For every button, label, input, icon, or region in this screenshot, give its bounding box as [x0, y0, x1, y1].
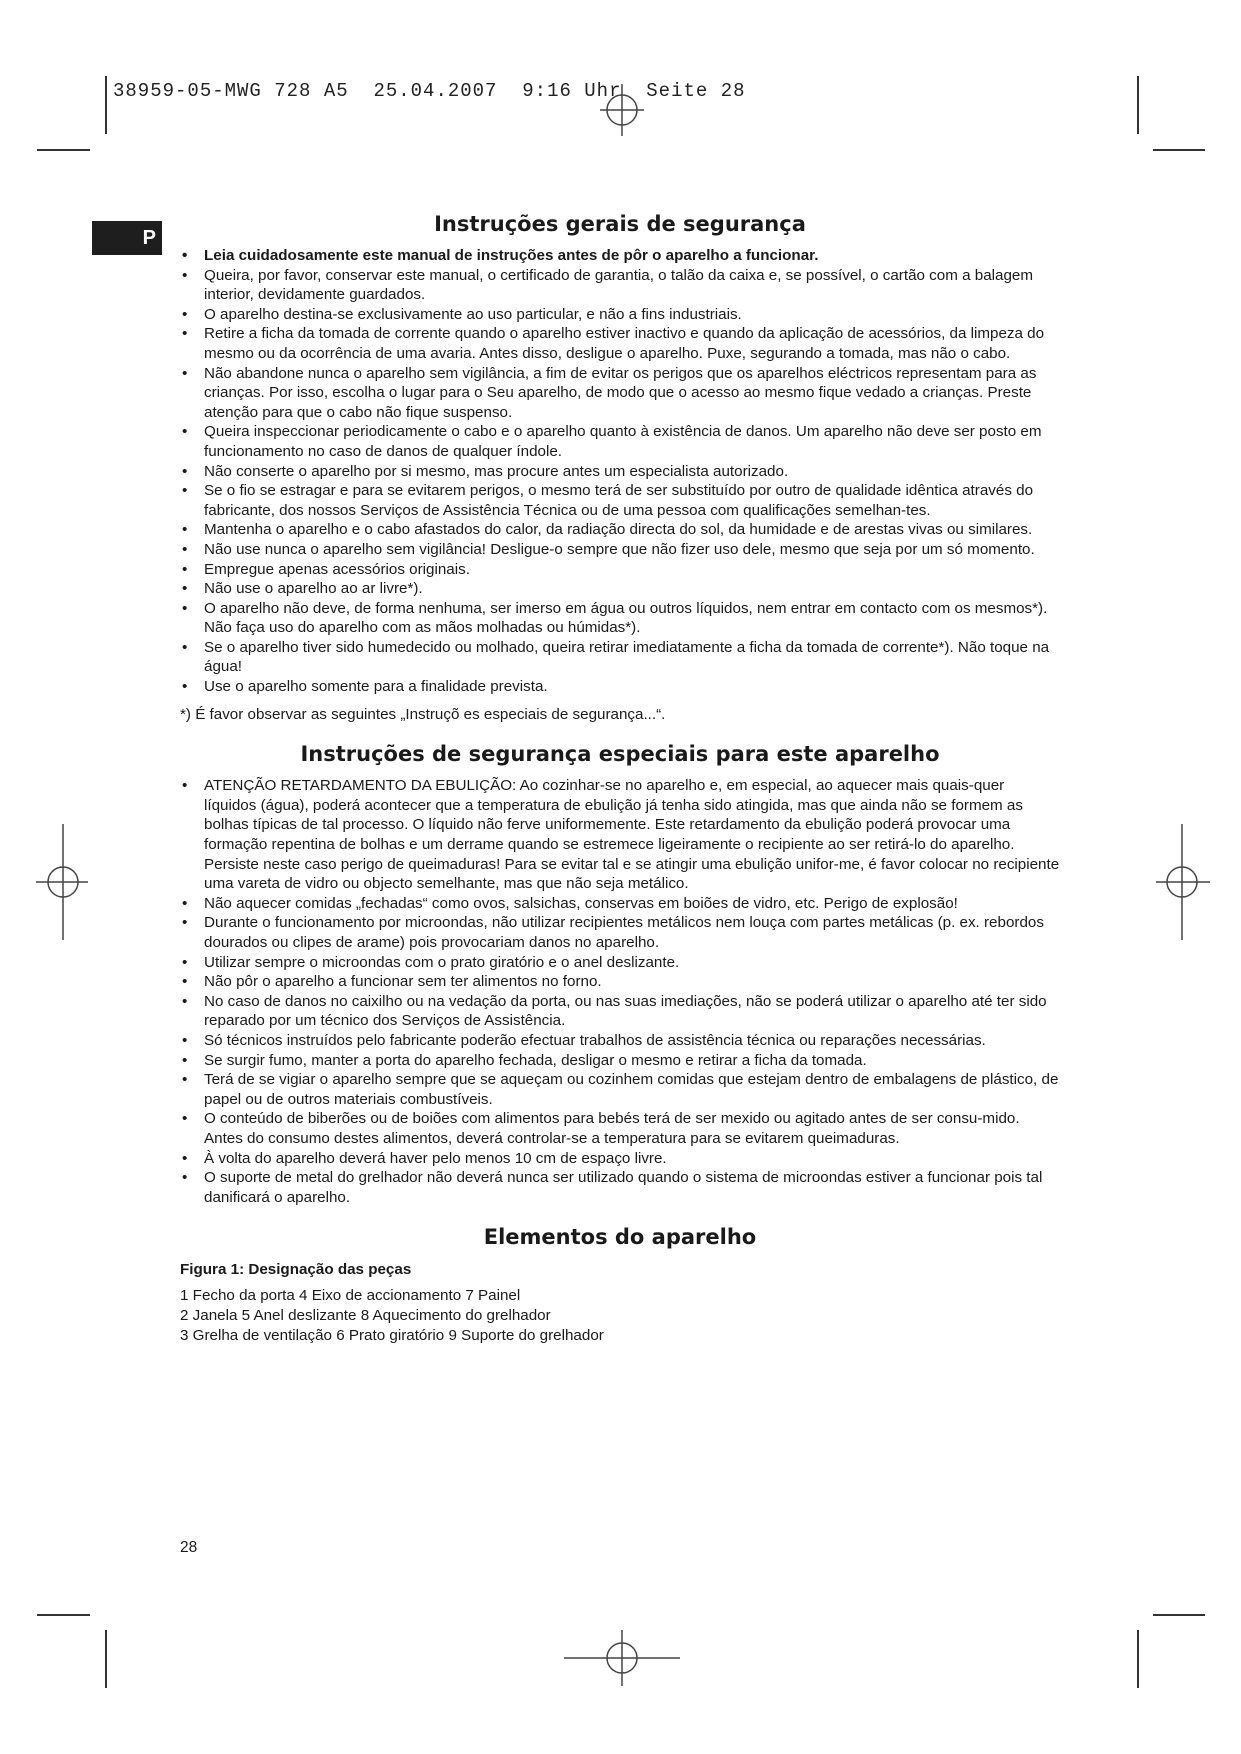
special-safety-list [180, 776, 1060, 1207]
list-item: • No caso de danos no caixilho ou na vedação da porta, ou nas suas imediações, não se poderá utilizar o aparelho até ter sido reparado por um técnico dos Serviços de Assistência. [180, 992, 1060, 1031]
list-item: • Utilizar sempre o microondas com o prato giratório e o anel deslizante. [180, 953, 1060, 973]
parts-line: 1 Fecho da porta 4 Eixo de accionamento 7 Painel [180, 1287, 521, 1305]
list-item: • O aparelho destina-se exclusivamente ao uso particular, e não a fins industriais. [180, 305, 1060, 325]
list-item: • Não use nunca o aparelho sem vigilância! Desligue-o sempre que não fizer uso dele, mesmo que seja por um só momento. [180, 540, 1060, 560]
page-content [180, 212, 1060, 1345]
registration-mark-bottom [562, 1628, 682, 1688]
list-item: • Mantenha o aparelho e o cabo afastados do calor, da radiação directa do sol, da humidade e de arestas vivas ou similares. [180, 520, 1060, 540]
list-item: • ATENÇÃO RETARDAMENTO DA EBULIÇÃO: Ao cozinhar-se no aparelho e, em especial, ao aquecer mais quais-quer líquidos (água), poderá acontecer que a temperatura de ebulição já tenha sido atingida, mas que ainda não se formem as bolhas típicas de tal processo. O líquido não ferve uniformemente. Este retardamento da ebulição poderá provocar uma formação repentina de bolhas e um derrame quando se estremece ligeiramente o recipiente ao ser retirá-lo do aparelho. Persiste neste caso perigo de queimaduras! Para se evitar tal e se atingir uma ebulição unifor-me, é favor colocar no recipiente uma vareta de vidro ou objecto semelhante, mas que não seja metálico. [180, 776, 1060, 894]
list-item: • Leia cuidadosamente este manual de instruções antes de pôr o aparelho a funcionar. [180, 246, 1060, 266]
crop-mark-top-right-vertical [1137, 76, 1139, 134]
general-safety-list [180, 246, 1060, 697]
printer-slug: 38959-05-MWG 728 A5 25.04.2007 9:16 Uhr Seite 28 [113, 80, 746, 102]
crop-mark-top-left-horizontal [37, 149, 90, 151]
list-item: • À volta do aparelho deverá haver pelo menos 10 cm de espaço livre. [180, 1149, 1060, 1169]
list-item: • Se o fio se estragar e para se evitarem perigos, o mesmo terá de ser substituído por outro de qualidade idêntica através do fabricante, dos nossos Serviços de Assistência Técnica ou de uma pessoa com qualificações semelhan-tes. [180, 481, 1060, 520]
crop-mark-top-right-horizontal [1153, 149, 1205, 151]
language-tab: P [92, 221, 162, 255]
crop-mark-bottom-right-horizontal [1153, 1614, 1205, 1616]
list-item: • Use o aparelho somente para a finalidade prevista. [180, 677, 1060, 697]
list-item: • Retire a ficha da tomada de corrente quando o aparelho estiver inactivo e quando da aplicação de acessórios, da limpeza do mesmo ou da ocorrência de uma avaria. Antes disso, desligue o aparelho. Puxe, segurando a tomada, mas não o cabo. [180, 324, 1060, 363]
list-item: • Queira inspeccionar periodicamente o cabo e o aparelho quanto à existência de danos. Um aparelho não deve ser posto em funcionamento no caso de danos de qualquer índole. [180, 422, 1060, 461]
list-item: • Durante o funcionamento por microondas, não utilizar recipientes metálicos nem louça com partes metálicas (p. ex. rebordos dourados ou clipes de arame) pois provocariam danos no aparelho. [180, 913, 1060, 952]
footnote: *) É favor observar as seguintes „Instruçõ es especiais de segurança...“. [180, 705, 666, 723]
crop-mark-bottom-left-vertical [105, 1630, 107, 1688]
crop-mark-bottom-right-vertical [1137, 1630, 1139, 1688]
list-item: • Se o aparelho tiver sido humedecido ou molhado, queira retirar imediatamente a ficha da tomada de corrente*). Não toque na água! [180, 638, 1060, 677]
registration-mark-right [1154, 822, 1214, 942]
elements-title: Elementos do aparelho [483, 1225, 757, 1250]
list-item: • Empregue apenas acessórios originais. [180, 560, 1060, 580]
parts-line: 2 Janela 5 Anel deslizante 8 Aquecimento do grelhador [180, 1306, 551, 1324]
crop-mark-bottom-left-horizontal [37, 1614, 90, 1616]
crop-mark-top-left-vertical [105, 76, 107, 134]
registration-mark-top [562, 78, 682, 138]
list-item: • Se surgir fumo, manter a porta do aparelho fechada, desligar o mesmo e retirar a ficha da tomada. [180, 1051, 1060, 1071]
special-safety-title: Instruções de segurança especiais para este aparelho [300, 742, 940, 767]
list-item: • O suporte de metal do grelhador não deverá nunca ser utilizado quando o sistema de microondas estiver a funcionar pois tal danificará o aparelho. [180, 1168, 1060, 1207]
list-item: • Terá de se vigiar o aparelho sempre que se aqueçam ou cozinhem comidas que estejam dentro de embalagens de plástico, de papel ou de outros materiais combustíveis. [180, 1070, 1060, 1109]
list-item: • O conteúdo de biberões ou de boiões com alimentos para bebés terá de ser mexido ou agitado antes de ser consu-mido. Antes do consumo destes alimentos, deverá controlar-se a temperatura para se evitarem queimaduras. [180, 1109, 1060, 1148]
list-item: • Só técnicos instruídos pelo fabricante poderão efectuar trabalhos de assistência técnica ou reparações necessárias. [180, 1031, 1060, 1051]
parts-line: 3 Grelha de ventilação 6 Prato giratório 9 Suporte do grelhador [180, 1326, 604, 1344]
registration-mark-left [30, 822, 90, 942]
list-item: • O aparelho não deve, de forma nenhuma, ser imerso em água ou outros líquidos, nem entrar em contacto com os mesmos*). Não faça uso do aparelho com as mãos molhadas ou húmidas*). [180, 599, 1060, 638]
list-item: • Não abandone nunca o aparelho sem vigilância, a fim de evitar os perigos que os aparelhos eléctricos representam para as crianças. Por isso, escolha o lugar para o Seu aparelho, de modo que o acesso ao mesmo fique vedado a crianças. Preste atenção para que o cabo não fique suspenso. [180, 364, 1060, 423]
list-item: • Não pôr o aparelho a funcionar sem ter alimentos no forno. [180, 972, 1060, 992]
list-item: • Não use o aparelho ao ar livre*). [180, 579, 1060, 599]
list-item: • Queira, por favor, conservar este manual, o certificado de garantia, o talão da caixa e, se possível, o cartão com a balagem interior, devidamente guardados. [180, 266, 1060, 305]
figure-caption: Figura 1: Designação das peças [180, 1261, 412, 1279]
list-item: • Não conserte o aparelho por si mesmo, mas procure antes um especialista autorizado. [180, 462, 1060, 482]
list-item: • Não aquecer comidas „fechadas“ como ovos, salsichas, conservas em boiões de vidro, etc. Perigo de explosão! [180, 894, 1060, 914]
general-safety-title: Instruções gerais de segurança [434, 212, 806, 236]
page-number: 28 [180, 1539, 198, 1556]
